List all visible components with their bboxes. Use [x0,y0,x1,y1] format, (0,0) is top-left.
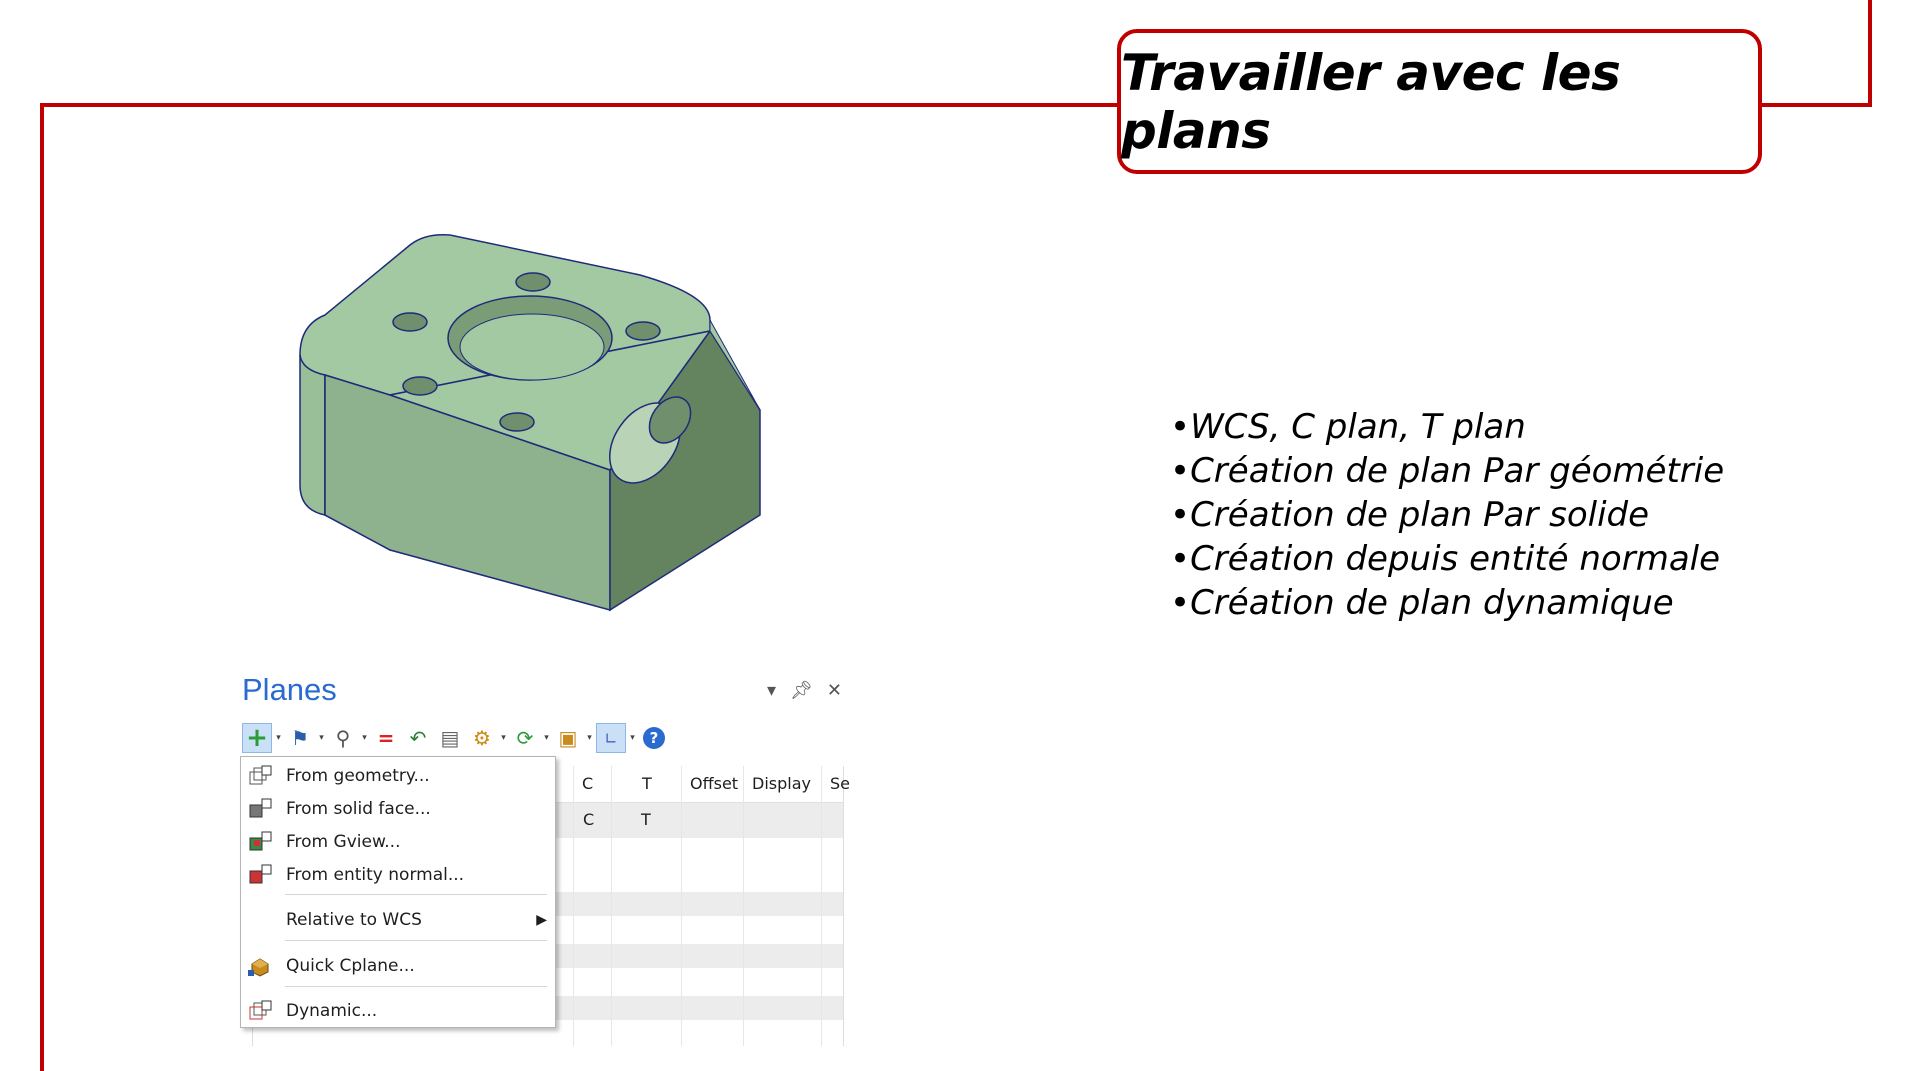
col-display[interactable] [743,766,821,1046]
col-header-se: Se [830,774,850,793]
planes-toolbar [242,722,669,754]
submenu-arrow-icon: ▶ [536,911,547,928]
bullet-item: • Création de plan Par solide [1170,493,1724,537]
document-icon[interactable]: ▤ [440,726,460,750]
menu-item-label: Relative to WCS [286,909,422,930]
bullet-item: • Création de plan Par géométrie [1170,449,1724,493]
panel-controls [767,680,842,701]
frame-line-left [40,103,44,1071]
col-header-c: C [582,774,594,793]
solid-part-image [280,225,800,625]
col-c[interactable] [573,766,611,1046]
dropdown-icon[interactable]: ▾ [767,680,777,701]
new-plane-menu [240,756,556,1028]
pin-icon[interactable]: 📌︎ [790,680,813,701]
frame-line-top-right [1760,103,1872,107]
chevron-down-icon[interactable]: ▾ [319,733,324,743]
menu-item-label: From Gview... [286,831,401,852]
menu-item-label: Dynamic... [286,1000,378,1021]
menu-item-quick-cplane[interactable] [241,949,555,982]
chevron-down-icon[interactable]: ▾ [501,733,506,743]
col-t[interactable] [611,766,681,1046]
plane-geometry-icon [246,765,274,787]
col-header-display: Display [752,774,811,793]
col-se[interactable] [821,766,850,1046]
menu-item-from-solid-face[interactable] [241,792,555,825]
chevron-down-icon[interactable]: ▾ [587,733,592,743]
axis-icon[interactable]: ∟ [596,723,626,753]
box-icon[interactable]: ▣ [558,726,578,750]
panel-title: Planes [242,672,337,707]
row-c-value: C [583,810,595,829]
plane-solid-icon [246,798,274,820]
menu-item-dynamic[interactable] [241,994,555,1027]
equal-icon[interactable]: = [377,726,395,750]
menu-separator [285,986,547,987]
title-box [1117,29,1762,174]
flag-icon[interactable]: ⚑ [291,726,309,750]
plane-normal-icon [246,864,274,886]
plane-gview-icon [246,831,274,853]
chevron-down-icon[interactable]: ▾ [630,733,635,743]
menu-item-icon-spacer [246,909,274,931]
menu-item-from-gview[interactable] [241,825,555,858]
row-t-value: T [641,810,651,829]
menu-item-from-entity-normal[interactable] [241,858,555,891]
chevron-down-icon[interactable]: ▾ [276,733,281,743]
help-icon[interactable]: ? [639,723,669,753]
search-icon[interactable]: ⚲ [335,726,351,750]
col-header-t: T [642,774,652,793]
menu-separator [285,894,547,895]
menu-item-from-geometry[interactable] [241,759,555,792]
close-icon[interactable]: ✕ [826,680,842,701]
chevron-down-icon[interactable]: ▾ [544,733,549,743]
col-header-offset: Offset [690,774,739,793]
undo-icon[interactable]: ↶ [409,726,427,750]
refresh-icon[interactable]: ⟳ [516,726,534,750]
plane-dynamic-icon [246,1000,274,1022]
col-offset[interactable] [681,766,743,1046]
menu-separator [285,940,547,941]
bullet-item: • WCS, C plan, T plan [1170,405,1724,449]
frame-line-right [1868,0,1872,107]
add-plane-icon[interactable]: + [242,723,272,753]
bullet-list [1170,405,1724,625]
menu-item-label: Quick Cplane... [286,955,415,976]
menu-item-label: From entity normal... [286,864,465,885]
menu-item-relative-to-wcs[interactable] [241,903,555,936]
quick-cplane-icon [246,955,274,977]
chevron-down-icon[interactable]: ▾ [362,733,367,743]
menu-item-label: From geometry... [286,765,430,786]
frame-line-top-left [40,103,1120,107]
gear-icon[interactable]: ⚙ [473,726,491,750]
bullet-item: • Création de plan dynamique [1170,581,1724,625]
slide-title: Travailler avec les plans [1121,43,1621,160]
bullet-item: • Création depuis entité normale [1170,537,1724,581]
menu-item-label: From solid face... [286,798,431,819]
